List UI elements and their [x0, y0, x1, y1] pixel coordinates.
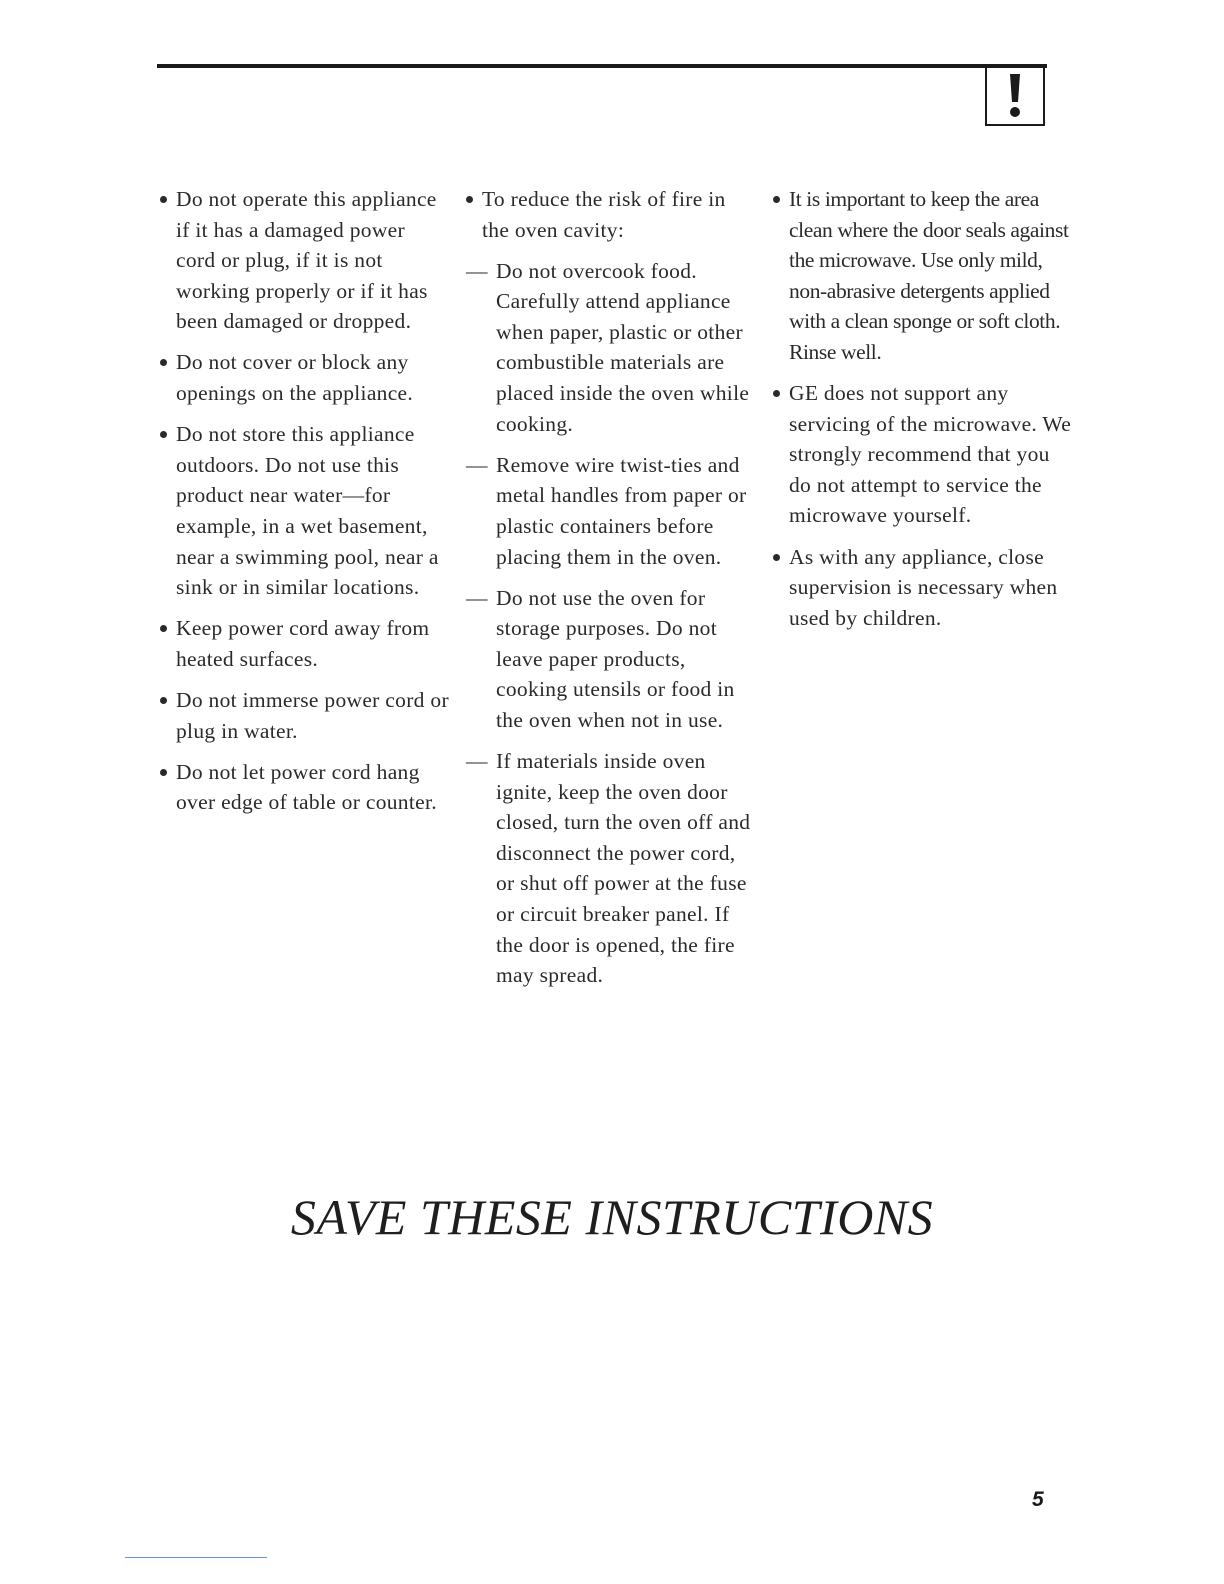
bullet-icon [160, 697, 167, 704]
sub-list-item: — Do not use the oven for storage purposes. Do not leave paper products, cooking utensils or food in the oven when not in use. [466, 583, 758, 736]
list-item: Do not cover or block any openings on the appliance. [160, 347, 450, 408]
bullet-icon [773, 196, 780, 203]
bullet-icon [160, 359, 167, 366]
dash-marker: — [466, 749, 488, 774]
bullet-icon [773, 554, 780, 561]
warning-box [985, 68, 1045, 126]
list-item: GE does not support any servicing of the microwave. We strongly recommend that you do not attempt to service the microwave yourself. [773, 378, 1073, 531]
page-number: 5 [1032, 1488, 1044, 1511]
sub-list-item: — If materials inside oven ignite, keep the oven door closed, turn the oven off and disconnect the power cord, or shut off power at the fuse or circuit breaker panel. If the door is opened, the fire may spread. [466, 746, 758, 991]
sub-list-item: — Remove wire twist-ties and metal handles from paper or plastic containers before placing them in the oven. [466, 450, 758, 572]
list-item: It is important to keep the area clean where the door seals against the microwave. Use only mild, non-abrasive detergents applied with a clean sponge or soft cloth. Rinse well. [773, 184, 1073, 368]
bullet-icon [160, 625, 167, 632]
dash-marker: — [466, 258, 488, 283]
safety-column-3 [773, 184, 1073, 644]
sub-list-item: — Do not overcook food. Carefully attend appliance when paper, plastic or other combustible materials are placed inside the oven while cooking. [466, 256, 758, 440]
bullet-icon [160, 196, 167, 203]
exclamation-warning-icon [987, 68, 1043, 124]
list-item: Do not operate this appliance if it has a damaged power cord or plug, if it is not working properly or if it has been damaged or dropped. [160, 184, 450, 337]
bullet-icon [773, 390, 780, 397]
list-item: Keep power cord away from heated surfaces. [160, 613, 450, 674]
list-item: To reduce the risk of fire in the oven cavity: [466, 184, 758, 245]
dash-marker: — [466, 452, 488, 477]
save-instructions-title: SAVE THESE INSTRUCTIONS [290, 1189, 934, 1245]
bullet-icon [160, 431, 167, 438]
list-item: Do not store this appliance outdoors. Do not use this product near water—for example, in a wet basement, near a swimming pool, near a sink or in similar locations. [160, 419, 450, 603]
dash-marker: — [466, 585, 488, 610]
header-rule [157, 64, 1047, 68]
bullet-icon [466, 196, 473, 203]
safety-column-1 [160, 184, 450, 828]
bullet-icon [160, 769, 167, 776]
list-item: Do not immerse power cord or plug in water. [160, 685, 450, 746]
footer-link-line [125, 1557, 267, 1558]
list-item: As with any appliance, close supervision is necessary when used by children. [773, 542, 1073, 634]
safety-column-2 [466, 184, 758, 1001]
list-item: Do not let power cord hang over edge of table or counter. [160, 757, 450, 818]
